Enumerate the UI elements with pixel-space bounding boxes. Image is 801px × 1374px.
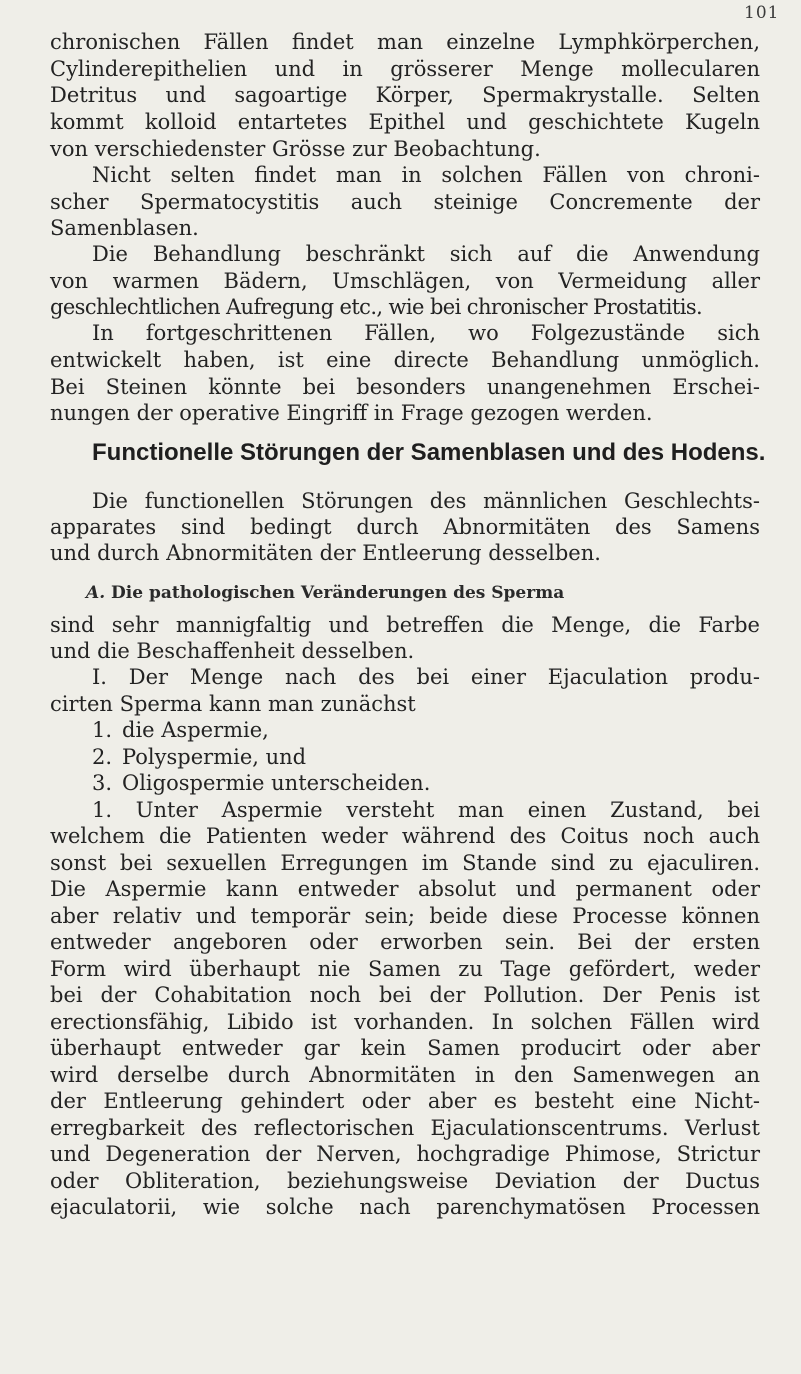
list-text: Polyspermie, und — [122, 745, 307, 769]
list-item — [92, 770, 430, 796]
text-line: Form wird überhaupt nie Samen zu Tage gefördert, weder — [50, 957, 760, 981]
list-text: die Aspermie, — [122, 718, 269, 742]
text-line: entwickelt haben, ist eine directe Behandlung unmöglich. — [50, 348, 760, 372]
text-line: Nicht selten findet man in solchen Fällen von chroni- — [92, 163, 760, 187]
text-line: entweder angeboren oder erworben sein. Bei der ersten — [50, 930, 760, 954]
list-number: 2. — [92, 745, 113, 769]
text-line: und Degeneration der Nerven, hochgradige Phimose, Strictur — [50, 1142, 760, 1166]
text-line: erregbarkeit des reflectorischen Ejaculationscentrums. Verlust — [50, 1116, 760, 1140]
text-line: oder Obliteration, beziehungsweise Deviation der Ductus — [50, 1169, 760, 1193]
text-line: Die Behandlung beschränkt sich auf die Anwendung — [92, 242, 760, 266]
text-line: Detritus und sagoartige Körper, Spermakrystalle. Selten — [50, 83, 760, 107]
subsection-letter: A. — [86, 583, 106, 603]
section-heading: Functionelle Störungen der Samenblasen und des Hodens. — [92, 439, 766, 466]
text-line: sind sehr mannigfaltig und betreffen die Menge, die Farbe — [50, 613, 760, 637]
text-line: erectionsfähig, Libido ist vorhanden. In solchen Fällen wird — [50, 1010, 760, 1034]
text-line: aber relativ und temporär sein; beide diese Processe können — [50, 904, 760, 928]
text-line: wird derselbe durch Abnormitäten in den Samenwegen an — [50, 1063, 760, 1087]
text-line: Samenblasen. — [50, 216, 199, 240]
list-text: Oligospermie unterscheiden. — [122, 771, 431, 795]
text-line: Cylinderepithelien und in grösserer Menge mollecularen — [50, 57, 760, 81]
text-line: 1. Unter Aspermie versteht man einen Zustand, bei — [92, 798, 760, 822]
list-number: 1. — [92, 718, 113, 742]
list-item — [92, 717, 269, 743]
list-item — [92, 744, 306, 770]
text-line: Die functionellen Störungen des männlichen Geschlechts- — [92, 489, 760, 513]
text-line: In fortgeschrittenen Fällen, wo Folgezustände sich — [92, 321, 760, 345]
text-line: von verschiedenster Grösse zur Beobachtung. — [50, 137, 541, 161]
text-line: sonst bei sexuellen Erregungen im Stande sind zu ejaculiren. — [50, 851, 760, 875]
text-line: nungen der operative Eingriff in Frage gezogen werden. — [50, 401, 653, 425]
text-line: welchem die Patienten weder während des Coitus noch auch — [50, 824, 760, 848]
text-line: apparates sind bedingt durch Abnormitäten des Samens — [50, 515, 760, 539]
text-line: und durch Abnormitäten der Entleerung desselben. — [50, 541, 601, 565]
list-number: 3. — [92, 771, 113, 795]
text-line: Die Aspermie kann entweder absolut und permanent oder — [50, 877, 760, 901]
subsection-title: Die pathologischen Veränderungen des Sperma — [111, 583, 565, 603]
subsection-heading — [86, 582, 564, 604]
text-line: cirten Sperma kann man zunächst — [50, 692, 416, 716]
text-line: überhaupt entweder gar kein Samen producirt oder aber — [50, 1036, 760, 1060]
text-line: scher Spermatocystitis auch steinige Concremente der — [50, 190, 760, 214]
text-line: kommt kolloid entartetes Epithel und geschichtete Kugeln — [50, 110, 760, 134]
text-line: chronischen Fällen findet man einzelne Lymphkörperchen, — [50, 30, 760, 54]
text-line: geschlechtlichen Aufregung etc., wie bei chronischer Prostatitis. — [50, 295, 703, 319]
text-line: Bei Steinen könnte bei besonders unangenehmen Erschei- — [50, 375, 760, 399]
text-line: ejaculatorii, wie solche nach parenchymatösen Processen — [50, 1195, 760, 1219]
text-line: der Entleerung gehindert oder aber es besteht eine Nicht- — [50, 1089, 760, 1113]
text-line: bei der Cohabitation noch bei der Pollution. Der Penis ist — [50, 983, 760, 1007]
text-line: I. Der Menge nach des bei einer Ejaculation produ- — [92, 665, 760, 689]
page-number: 101 — [744, 3, 780, 23]
text-line: und die Beschaffenheit desselben. — [50, 639, 415, 663]
text-line: von warmen Bädern, Umschlägen, von Vermeidung aller — [50, 269, 760, 293]
